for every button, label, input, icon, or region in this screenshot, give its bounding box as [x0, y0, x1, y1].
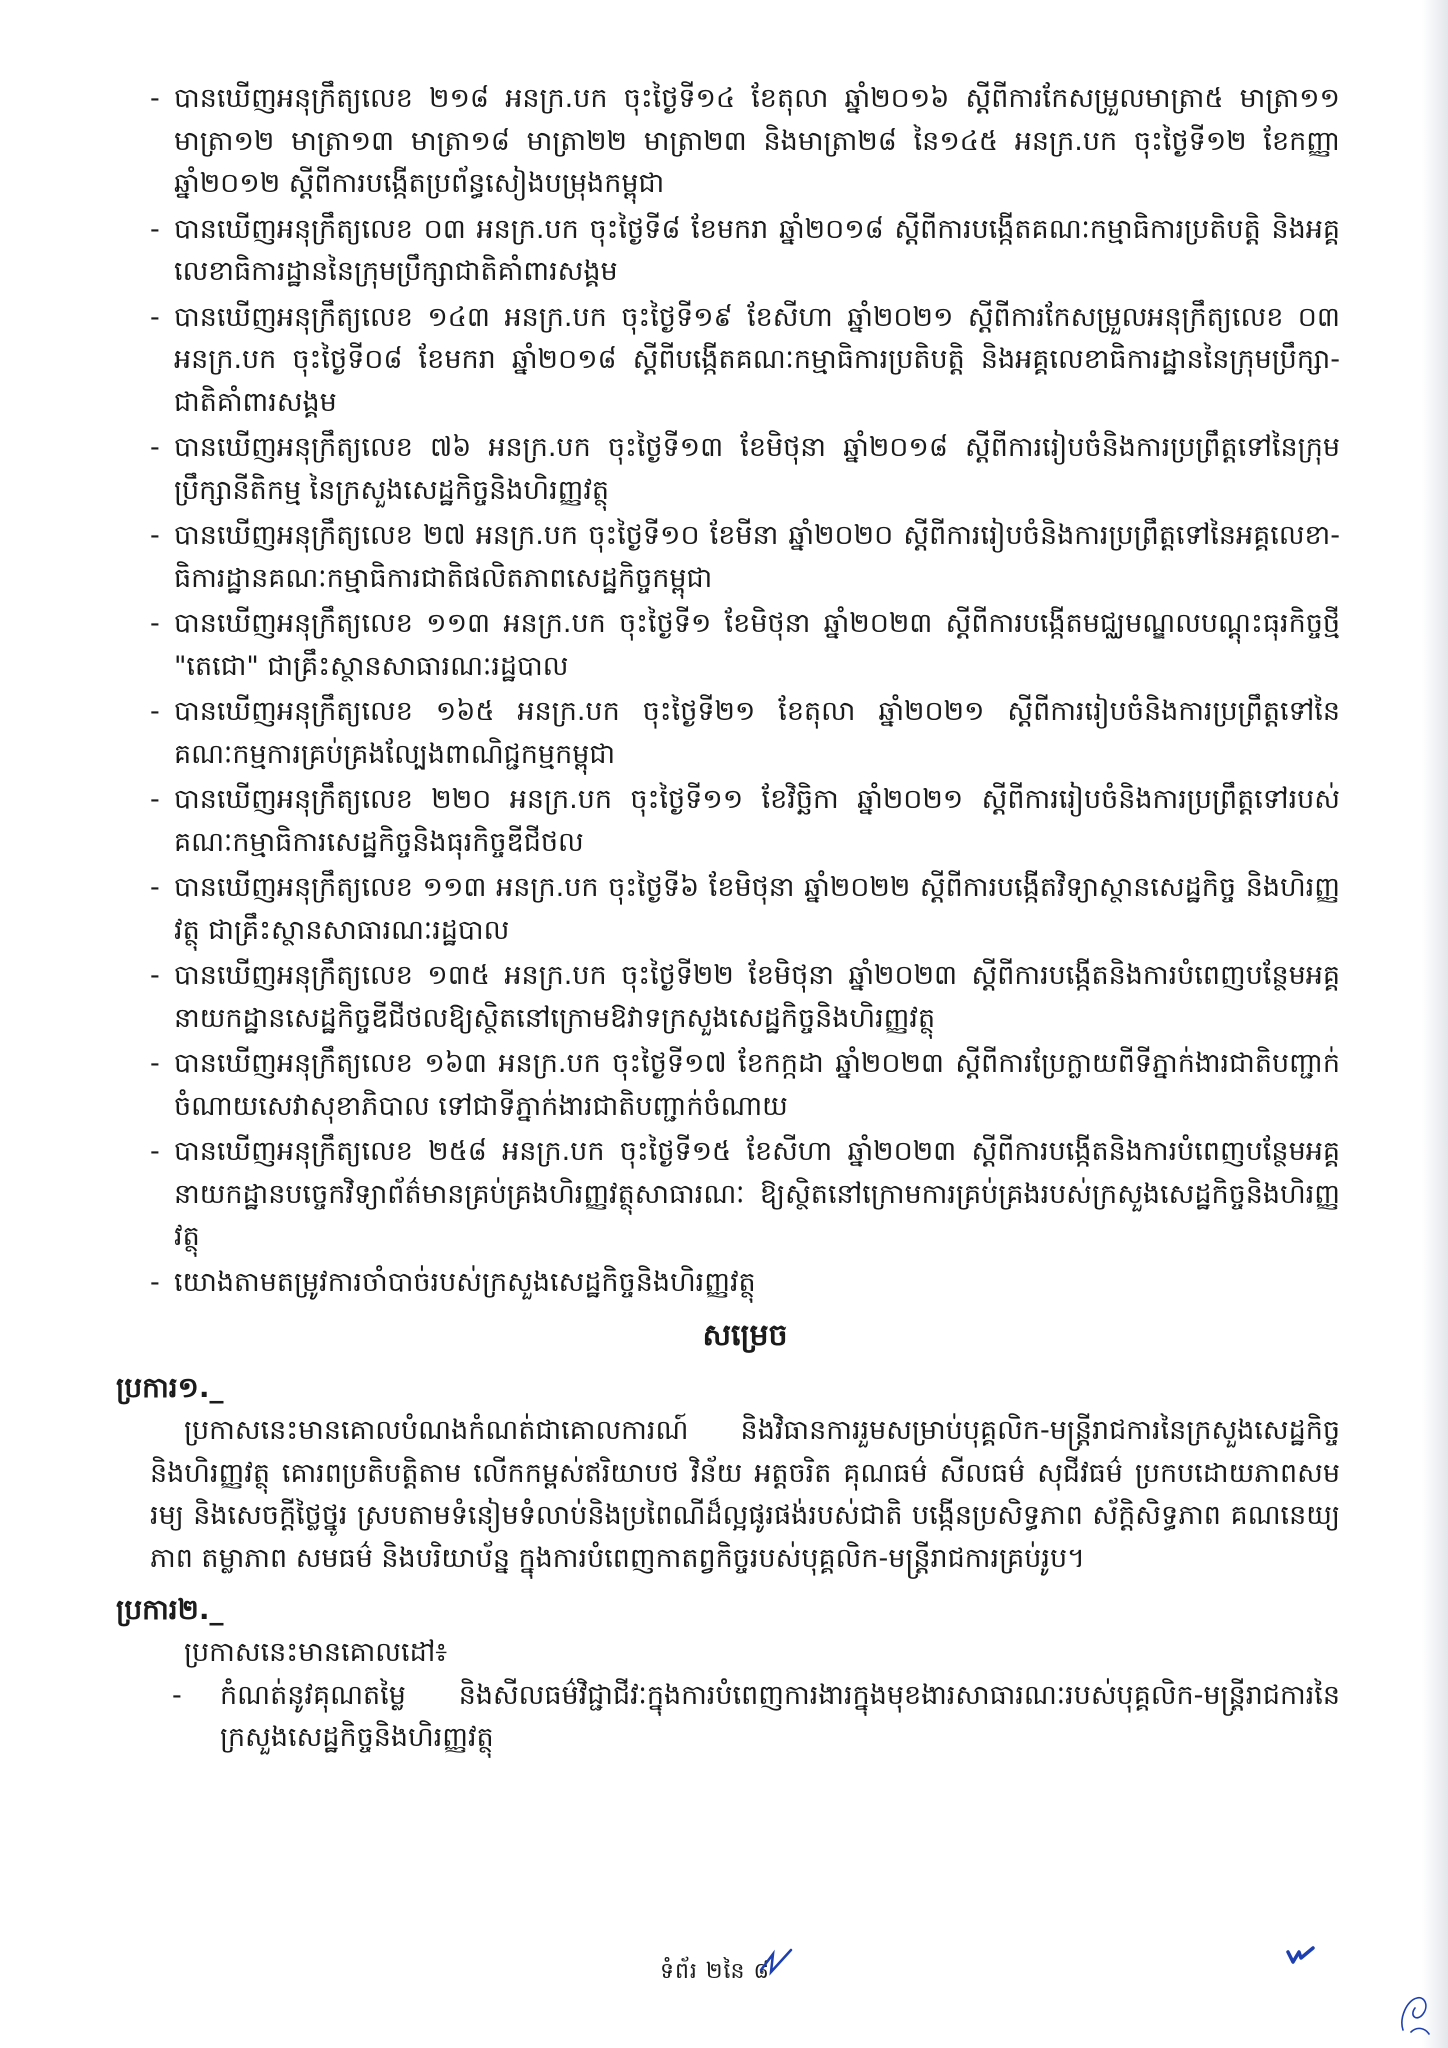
reference-text: បានឃើញអនុក្រឹត្យលេខ ១៣៥ អនក្រ.បក ចុះថ្ងៃទី២២ ខែមិថុនា ឆ្នាំ២០២៣ ស្ដីពីការបង្កើតនិងការបំពេញបន្ថែមអគ្គនាយកដ្ឋានសេដ្ឋកិច្ចឌីជីថលឱ្យស្ថិតនៅក្រោមឱវាទក្រសួងសេដ្ឋកិច្ចនិងហិរញ្ញវត្ថុ: [174, 960, 1340, 1034]
article-1-text: ប្រកាសនេះមានគោលបំណងកំណត់ជាគោលការណ៍ និងវិធានការរួមសម្រាប់បុគ្គលិក-មន្ត្រីរាជការនៃក្រសួងសេដ្ឋកិច្ចនិងហិរញ្ញវត្ថុ គោរពប្រតិបត្តិតាម លើកកម្ពស់ឥរិយាបថ វិន័យ អត្តចរិត គុណធម៌ សីលធម៌ សុជីវធម៌ ប្រកបដោយភាពសមរម្យ និងសេចក្ដីថ្លៃថ្នូរ ស្របតាមទំនៀមទំលាប់និងប្រពៃណីដ៏ល្អផូរផង់របស់ជាតិ បង្កើនប្រសិទ្ធភាព ស័ក្ដិសិទ្ធភាព គណនេយ្យភាព តម្លាភាព សមធម៌ និងបរិយាប័ន្ន ក្នុងការបំពេញកាតព្វកិច្ចរបស់បុគ្គលិក-មន្ត្រីរាជការគ្រប់រូប។: [150, 1415, 1340, 1574]
article-1-label: ប្រការ១._: [116, 1371, 224, 1404]
article-2-item: [150, 1675, 1340, 1760]
reference-item: [150, 209, 1340, 294]
reference-text: បានឃើញអនុក្រឹត្យលេខ ១១៣ អនក្រ.បក ចុះថ្ងៃទី៦ ខែមិថុនា ឆ្នាំ២០២២ ស្ដីពីការបង្កើតវិទ្យាស្ថានសេដ្ឋកិច្ច និងហិរញ្ញវត្ថុ ជាគ្រឹះស្ថានសាធារណៈរដ្ឋបាល: [174, 872, 1340, 946]
bullet-dash: -: [150, 872, 160, 903]
reference-item: [150, 603, 1340, 688]
reference-item: [150, 779, 1340, 864]
reference-item: [150, 867, 1340, 952]
handwritten-tick-mark: [1285, 1944, 1315, 1966]
reference-item: [150, 691, 1340, 776]
reference-text: បានឃើញអនុក្រឹត្យលេខ ២២០ អនក្រ.បក ចុះថ្ងៃទី១១ ខែវិច្ឆិកា ឆ្នាំ២០២១ ស្ដីពីការរៀបចំនិងការប្រព្រឹត្តទៅរបស់គណៈកម្មាធិការសេដ្ឋកិច្ចនិងធុរកិច្ចឌីជីថល: [174, 784, 1340, 858]
reference-item: [150, 1131, 1340, 1259]
bullet-dash: -: [150, 1136, 160, 1167]
reference-text: បានឃើញអនុក្រឹត្យលេខ ១៦៣ អនក្រ.បក ចុះថ្ងៃទី១៧ ខែកក្កដា ឆ្នាំ២០២៣ ស្ដីពីការប្រែក្លាយពីទីភ្នាក់ងារជាតិបញ្ជាក់ចំណាយសេវាសុខាភិបាល ទៅជាទីភ្នាក់ងារជាតិបញ្ជាក់ចំណាយ: [174, 1048, 1340, 1122]
scan-edge-shadow: [1422, 0, 1448, 2048]
reference-text: បានឃើញអនុក្រឹត្យលេខ ១៦៥ អនក្រ.បក ចុះថ្ងៃទី២១ ខែតុលា ឆ្នាំ២០២១ ស្ដីពីការរៀបចំនិងការប្រព្រឹត្តទៅនៃគណៈកម្មការគ្រប់គ្រងល្បែងពាណិជ្ជកម្មកម្ពុជា: [174, 696, 1340, 770]
bullet-dash: -: [150, 520, 160, 551]
document-page: [116, 78, 1340, 1760]
bullet-dash: -: [150, 608, 160, 639]
reference-item: [150, 1043, 1340, 1128]
page-number: ទំព័រ ២នៃ ៨: [660, 1959, 771, 1984]
corner-signature-stamp: [1395, 1990, 1435, 2038]
bullet-dash: -: [150, 784, 160, 815]
reference-text: បានឃើញអនុក្រឹត្យលេខ ២៥៨ អនក្រ.បក ចុះថ្ងៃទី១៥ ខែសីហា ឆ្នាំ២០២៣ ស្ដីពីការបង្កើតនិងការបំពេញបន្ថែមអគ្គនាយកដ្ឋានបច្ចេកវិទ្យាព័ត៌មានគ្រប់គ្រងហិរញ្ញវត្ថុសាធារណៈ ឱ្យស្ថិតនៅក្រោមការគ្រប់គ្រងរបស់ក្រសួងសេដ្ឋកិច្ចនិងហិរញ្ញវត្ថុ: [174, 1136, 1340, 1252]
reference-item: [150, 1262, 1340, 1305]
reference-text: បានឃើញអនុក្រឹត្យលេខ ៧៦ អនក្រ.បក ចុះថ្ងៃទី១៣ ខែមិថុនា ឆ្នាំ២០១៨ ស្ដីពីការរៀបចំនិងការប្រព្រឹត្តទៅនៃក្រុមប្រឹក្សានីតិកម្ម នៃក្រសួងសេដ្ឋកិច្ចនិងហិរញ្ញវត្ថុ: [174, 432, 1340, 506]
article-2-intro: ប្រកាសនេះមានគោលដៅ៖: [184, 1637, 448, 1668]
bullet-dash: -: [150, 1048, 160, 1079]
article-2-item-text: កំណត់នូវគុណតម្លៃ និងសីលធម៌វិជ្ជាជីវៈក្នុងការបំពេញការងារក្នុងមុខងារសាធារណៈរបស់បុគ្គលិក-មន្ត្រីរាជការនៃក្រសួងសេដ្ឋកិច្ចនិងហិរញ្ញវត្ថុ: [220, 1679, 1340, 1753]
bullet-dash: -: [150, 1266, 160, 1298]
bullet-dash: -: [150, 301, 160, 333]
reference-text: បានឃើញអនុក្រឹត្យលេខ ២៧ អនក្រ.បក ចុះថ្ងៃទី១០ ខែមីនា ឆ្នាំ២០២០ ស្ដីពីការរៀបចំនិងការប្រព្រឹត្តទៅនៃអគ្គលេខា-ធិការដ្ឋានគណៈកម្មាធិការជាតិផលិតភាពសេដ្ឋកិច្ចកម្ពុជា: [174, 520, 1340, 594]
bullet-dash: -: [150, 213, 160, 245]
bullet-dash: -: [150, 432, 160, 463]
article-2-label: ប្រការ២._: [116, 1593, 224, 1626]
reference-text: បានឃើញអនុក្រឹត្យលេខ ២១៨ អនក្រ.បក ចុះថ្ងៃទី១៤ ខែតុលា ឆ្នាំ២០១៦ ស្ដីពីការកែសម្រួលមាត្រា៥ មាត្រា១១ មាត្រា១២ មាត្រា១៣ មាត្រា១៨ មាត្រា២២ មាត្រា២៣ និងមាត្រា២៨ នៃ១៤៥ អនក្រ.បក ចុះថ្ងៃទី១២ ខែកញ្ញា ឆ្នាំ២០១២ ស្ដីពីការបង្កើតប្រព័ន្ធសៀងបម្រុងកម្ពុជា: [174, 83, 1340, 199]
reference-text: យោងតាមតម្រូវការចាំបាច់របស់ក្រសួងសេដ្ឋកិច្ចនិងហិរញ្ញវត្ថុ: [174, 1266, 756, 1298]
reference-item: [150, 427, 1340, 512]
bullet-dash: -: [150, 83, 160, 114]
decision-heading: សម្រេច: [702, 1318, 788, 1353]
reference-item: [150, 297, 1340, 425]
bullet-dash: -: [150, 696, 160, 727]
handwritten-initial-mark: [755, 1946, 795, 1976]
bullet-dash: -: [150, 960, 160, 991]
reference-text: បានឃើញអនុក្រឹត្យលេខ ១៤៣ អនក្រ.បក ចុះថ្ងៃទី១៩ ខែសីហា ឆ្នាំ២០២១ ស្ដីពីការកែសម្រួលអនុក្រឹត្យលេខ ០៣ អនក្រ.បក ចុះថ្ងៃទី០៨ ខែមករា ឆ្នាំ២០១៨ ស្ដីពីបង្កើតគណៈកម្មាធិការប្រតិបត្តិ និងអគ្គលេខាធិការដ្ឋាននៃក្រុមប្រឹក្សា-ជាតិគាំពារសង្គម: [174, 301, 1340, 418]
reference-text: បានឃើញអនុក្រឹត្យលេខ ០៣ អនក្រ.បក ចុះថ្ងៃទី៨ ខែមករា ឆ្នាំ២០១៨ ស្ដីពីការបង្កើតគណៈកម្មាធិការប្រតិបត្តិ និងអគ្គលេខាធិការដ្ឋាននៃក្រុមប្រឹក្សាជាតិគាំពារសង្គម: [174, 213, 1340, 287]
reference-item: [150, 78, 1340, 206]
bullet-dash: -: [172, 1679, 182, 1711]
reference-item: [150, 955, 1340, 1040]
reference-text: បានឃើញអនុក្រឹត្យលេខ ១១៣ អនក្រ.បក ចុះថ្ងៃទី១ ខែមិថុនា ឆ្នាំ២០២៣ ស្ដីពីការបង្កើតមជ្ឈមណ្ឌលបណ្ដុះធុរកិច្ចថ្មី "តេជោ" ជាគ្រឹះស្ថានសាធារណៈរដ្ឋបាល: [174, 608, 1340, 682]
reference-item: [150, 515, 1340, 600]
